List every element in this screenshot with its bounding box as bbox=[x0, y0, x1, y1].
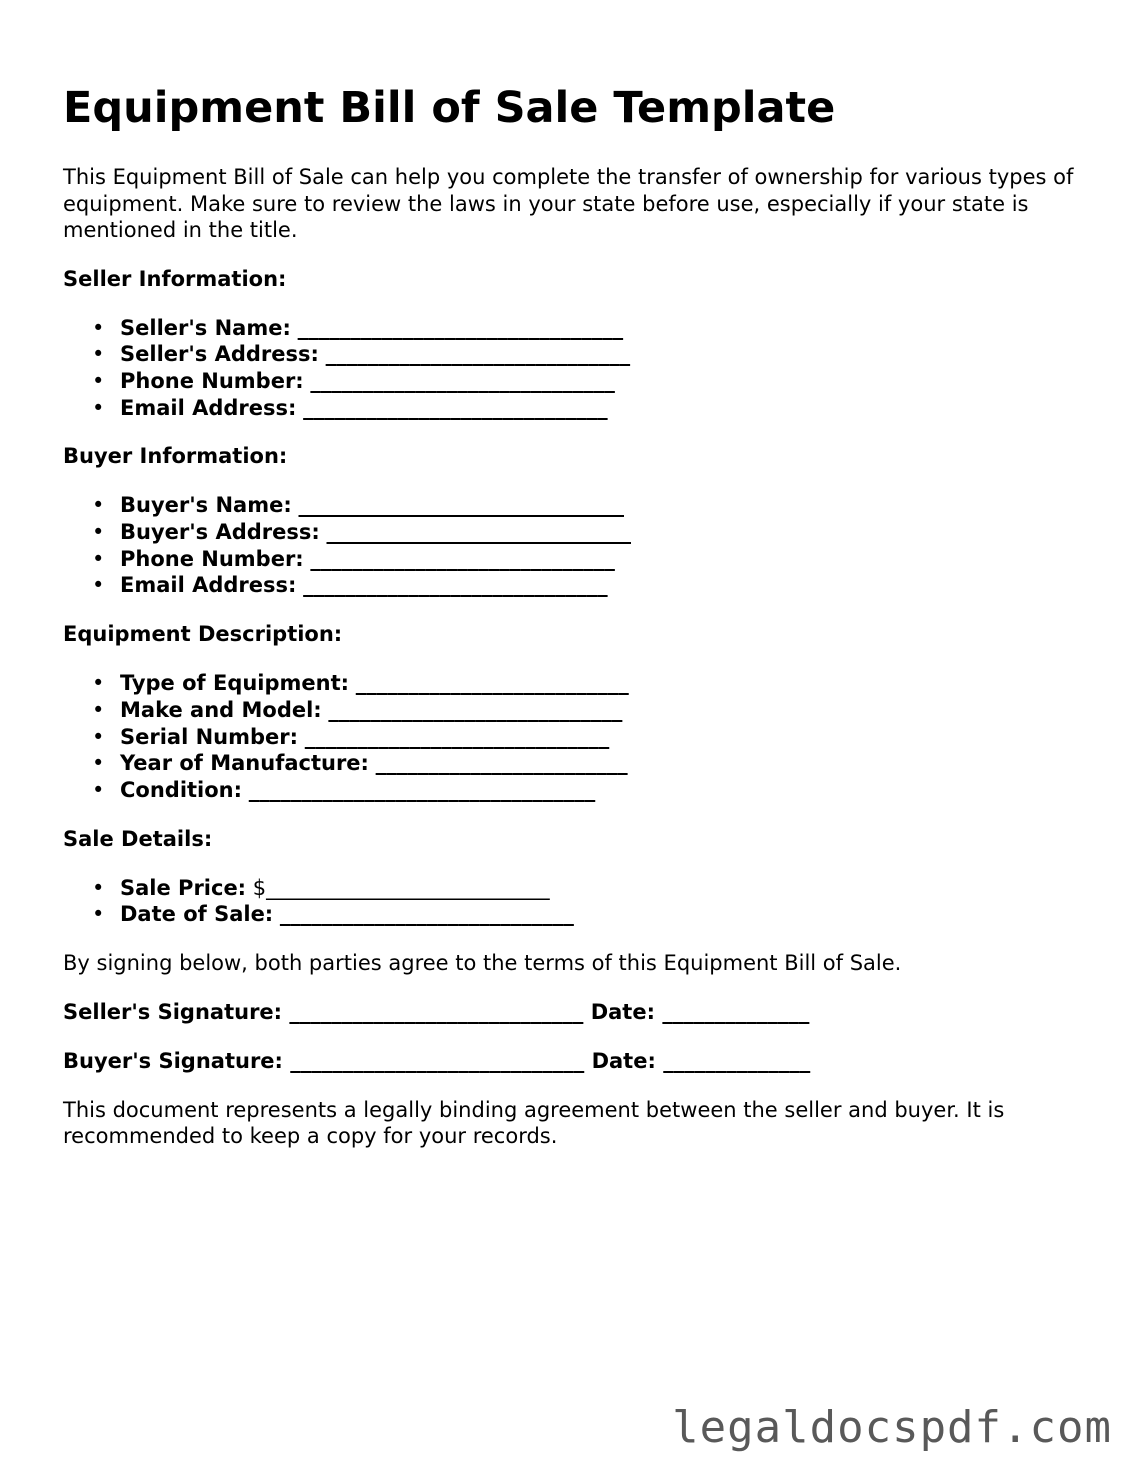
equipment-list bbox=[63, 670, 1083, 804]
buyer-name-field[interactable] bbox=[63, 492, 1083, 519]
field-blank: ________________________ bbox=[375, 751, 628, 776]
sale-list bbox=[63, 875, 1083, 928]
field-blank: _________________________________ bbox=[248, 777, 596, 802]
date-label: Date: bbox=[591, 1048, 656, 1073]
field-label: Phone Number: bbox=[120, 546, 304, 571]
document-title: Equipment Bill of Sale Template bbox=[63, 83, 836, 133]
field-label: Condition: bbox=[120, 777, 243, 802]
equipment-heading: Equipment Description: bbox=[63, 622, 343, 647]
document-page bbox=[63, 78, 1083, 1172]
equipment-type-field[interactable] bbox=[63, 670, 1083, 697]
buyer-signature-line[interactable] bbox=[63, 1048, 1083, 1075]
field-label: Serial Number: bbox=[120, 724, 299, 749]
date-blank: ______________ bbox=[663, 1048, 811, 1073]
field-blank: _____________________________ bbox=[326, 520, 631, 545]
seller-list bbox=[63, 315, 1083, 422]
buyer-email-field[interactable] bbox=[63, 572, 1083, 599]
seller-address-field[interactable] bbox=[63, 341, 1083, 368]
field-label: Email Address: bbox=[120, 395, 297, 420]
field-blank: $___________________________ bbox=[252, 875, 550, 900]
closing-paragraph: This document represents a legally binding agreement between the seller and buyer. It is recommended to keep a copy for your records. bbox=[63, 1097, 1005, 1149]
field-label: Buyer's Name: bbox=[120, 493, 292, 518]
field-label: Buyer's Address: bbox=[120, 520, 320, 545]
field-blank: _____________________________ bbox=[303, 573, 608, 598]
field-label: Phone Number: bbox=[120, 368, 304, 393]
field-label: Year of Manufacture: bbox=[120, 751, 369, 776]
field-blank: _____________________________ bbox=[304, 724, 610, 749]
buyer-heading: Buyer Information: bbox=[63, 444, 288, 469]
buyer-address-field[interactable] bbox=[63, 519, 1083, 546]
seller-email-field[interactable] bbox=[63, 395, 1083, 422]
field-blank: ____________________________ bbox=[279, 902, 574, 927]
field-label: Email Address: bbox=[120, 573, 297, 598]
field-blank: __________________________ bbox=[355, 671, 629, 696]
field-label: Sale Price: bbox=[120, 875, 247, 900]
field-blank: _______________________________ bbox=[297, 315, 624, 340]
field-label: Seller's Name: bbox=[120, 315, 291, 340]
watermark: legaldocspdf.com bbox=[672, 1402, 1112, 1453]
sale-heading: Sale Details: bbox=[63, 826, 213, 851]
field-blank: _______________________________ bbox=[298, 493, 624, 518]
equipment-condition-field[interactable] bbox=[63, 777, 1083, 804]
buyer-list bbox=[63, 492, 1083, 599]
field-blank: ____________________________ bbox=[328, 697, 623, 722]
equipment-serial-field[interactable] bbox=[63, 724, 1083, 751]
sale-date-field[interactable] bbox=[63, 901, 1083, 928]
date-label: Date: bbox=[590, 999, 655, 1024]
seller-name-field[interactable] bbox=[63, 315, 1083, 342]
field-label: Type of Equipment: bbox=[120, 671, 350, 696]
signature-blank: ____________________________ bbox=[289, 999, 584, 1024]
field-label: Seller's Address: bbox=[120, 342, 319, 367]
date-blank: ______________ bbox=[662, 999, 810, 1024]
field-blank: _____________________________ bbox=[325, 342, 631, 367]
signature-label: Buyer's Signature: bbox=[63, 1048, 283, 1073]
signature-blank: ____________________________ bbox=[290, 1048, 585, 1073]
equipment-year-field[interactable] bbox=[63, 750, 1083, 777]
field-label: Make and Model: bbox=[120, 697, 322, 722]
intro-paragraph: This Equipment Bill of Sale can help you complete the transfer of ownership for various types of equipment. Make sure to review the laws in your state before use, especially if your state is mentioned in the title. bbox=[63, 165, 1074, 242]
field-blank: _____________________________ bbox=[310, 368, 615, 393]
seller-heading: Seller Information: bbox=[63, 266, 287, 291]
agreement-text: By signing below, both parties agree to the terms of this Equipment Bill of Sale. bbox=[63, 951, 902, 976]
buyer-phone-field[interactable] bbox=[63, 546, 1083, 573]
field-blank: _____________________________ bbox=[303, 395, 608, 420]
equipment-make-field[interactable] bbox=[63, 697, 1083, 724]
field-blank: _____________________________ bbox=[310, 546, 615, 571]
seller-phone-field[interactable] bbox=[63, 368, 1083, 395]
signature-label: Seller's Signature: bbox=[63, 999, 283, 1024]
seller-signature-line[interactable] bbox=[63, 999, 1083, 1026]
sale-price-field[interactable] bbox=[63, 875, 1083, 902]
field-label: Date of Sale: bbox=[120, 902, 274, 927]
